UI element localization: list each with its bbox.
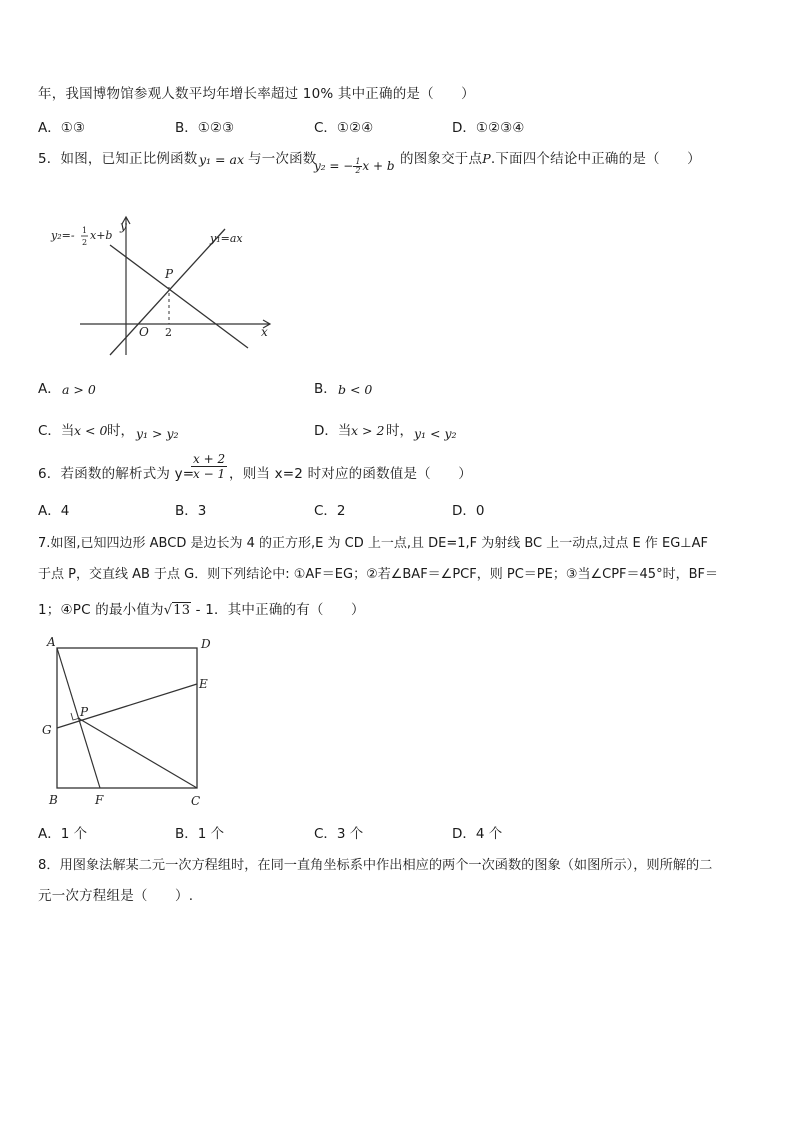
q5-option-a-label: A． <box>38 381 61 397</box>
vertex-c-label: C <box>191 794 201 808</box>
q5-option-d-label: D．当 <box>314 423 352 439</box>
label-y2-num: 1 <box>82 226 88 235</box>
label-y2-b: x+b <box>90 229 113 242</box>
vertex-d-label: D <box>201 637 211 651</box>
point-g-label: G <box>42 723 52 737</box>
q7-square-figure <box>36 632 226 812</box>
q5-option-d-math1: x > 2 <box>351 423 385 438</box>
q7-stem-line3-pre: 1；④PC 的最小值为 <box>38 602 164 618</box>
point-f-label: F <box>95 793 104 807</box>
q4-option-c: C．①②④ <box>314 120 374 136</box>
q7-sqrt-13: √13 <box>163 603 191 618</box>
q5-graph-figure <box>40 205 290 365</box>
label-y1: y₁=ax <box>210 232 243 245</box>
q7-stem-line2: 于点 P，交直线 AB 于点 G．则下列结论中: ①AF＝EG；②若∠BAF＝∠PCF，则 PC＝PE；③当∠CPF＝45°时，BF＝ <box>38 567 718 582</box>
q5-formula-y2: y₂ = − $\frac{1}{2}$ x + b <box>314 157 395 175</box>
q5-stem-mid: 与一次函数 <box>248 151 317 167</box>
point-p-label: P <box>165 267 174 281</box>
q7-stem-line1: 7.如图,已知四边形 ABCD 是边长为 4 的正方形,E 为 CD 上一点,且 DE=1,F 为射线 BC 上一动点,过点 E 作 EG⊥AF <box>38 536 708 551</box>
origin-label: O <box>139 325 149 339</box>
axis-label-x: x <box>261 325 268 339</box>
q5-option-c-label: C．当 <box>38 423 75 439</box>
q6-fraction-numerator: x + 2 <box>193 452 226 466</box>
vertex-b-label: B <box>49 793 58 807</box>
q5-option-b-label: B． <box>314 381 337 397</box>
q7-stem-line3-post: - 1．其中正确的有（ ） <box>191 602 365 618</box>
q6-option-d: D．0 <box>452 503 485 519</box>
q7-option-c: C．3 个 <box>314 826 364 842</box>
q5-formula-y1: y₁ = ax <box>199 152 244 167</box>
q5-option-b-math: b < 0 <box>338 382 373 397</box>
q4-option-d: D．①②③④ <box>452 120 525 136</box>
label-y2-a: y₂=- <box>51 229 75 242</box>
q5-option-a-math: a > 0 <box>62 382 96 397</box>
q6-option-c: C．2 <box>314 503 346 519</box>
q5-option-c-math2: y₁ > y₂ <box>136 426 179 441</box>
q6-fraction <box>191 452 227 481</box>
vertex-a-label: A <box>47 635 56 649</box>
point-e-label: E <box>199 677 208 691</box>
q5-option-c-mid: 时， <box>107 423 134 439</box>
q7-option-d: D．4 个 <box>452 826 503 842</box>
q5-stem-suffix: 的图象交于点P.下面四个结论中正确的是（ ） <box>400 151 701 167</box>
q4-option-a: A．①③ <box>38 120 85 136</box>
q6-option-a: A．4 <box>38 503 70 519</box>
q8-stem-line2: 元一次方程组是（ ）. <box>38 888 194 904</box>
q4-option-b: B．①②③ <box>175 120 235 136</box>
q5-option-d-mid: 时， <box>386 423 413 439</box>
q6-option-b: B．3 <box>175 503 207 519</box>
segment-pc <box>78 718 197 788</box>
q6-stem-prefix: 6．若函数的解析式为 y= <box>38 466 195 482</box>
q6-fraction-denominator: x − 1 <box>193 467 226 481</box>
segment-ge <box>57 684 197 728</box>
label-y2-den: 2 <box>82 238 88 247</box>
q6-stem-suffix: ，则当 x=2 时对应的函数值是（ ） <box>229 466 472 482</box>
q5-option-d-math2: y₁ < y₂ <box>414 426 457 441</box>
q7-stem-line3 <box>38 598 365 618</box>
point-p-label: P <box>80 705 89 719</box>
axis-label-y: y <box>120 219 127 233</box>
q5-option-c-math1: x < 0 <box>74 423 108 438</box>
q8-stem-line1: 8．用图象法解某二元一次方程组时，在同一直角坐标系中作出相应的两个一次函数的图象（如图所示），则所解的二 <box>38 858 713 873</box>
q7-option-a: A．1 个 <box>38 826 88 842</box>
q5-stem-prefix: 5．如图，已知正比例函数 <box>38 151 198 167</box>
q4-tail-text: 年，我国博物馆参观人数平均年增长率超过 10% 其中正确的是（ ） <box>38 86 475 102</box>
q7-option-b: B．1 个 <box>175 826 225 842</box>
tick-2-label: 2 <box>165 326 172 339</box>
